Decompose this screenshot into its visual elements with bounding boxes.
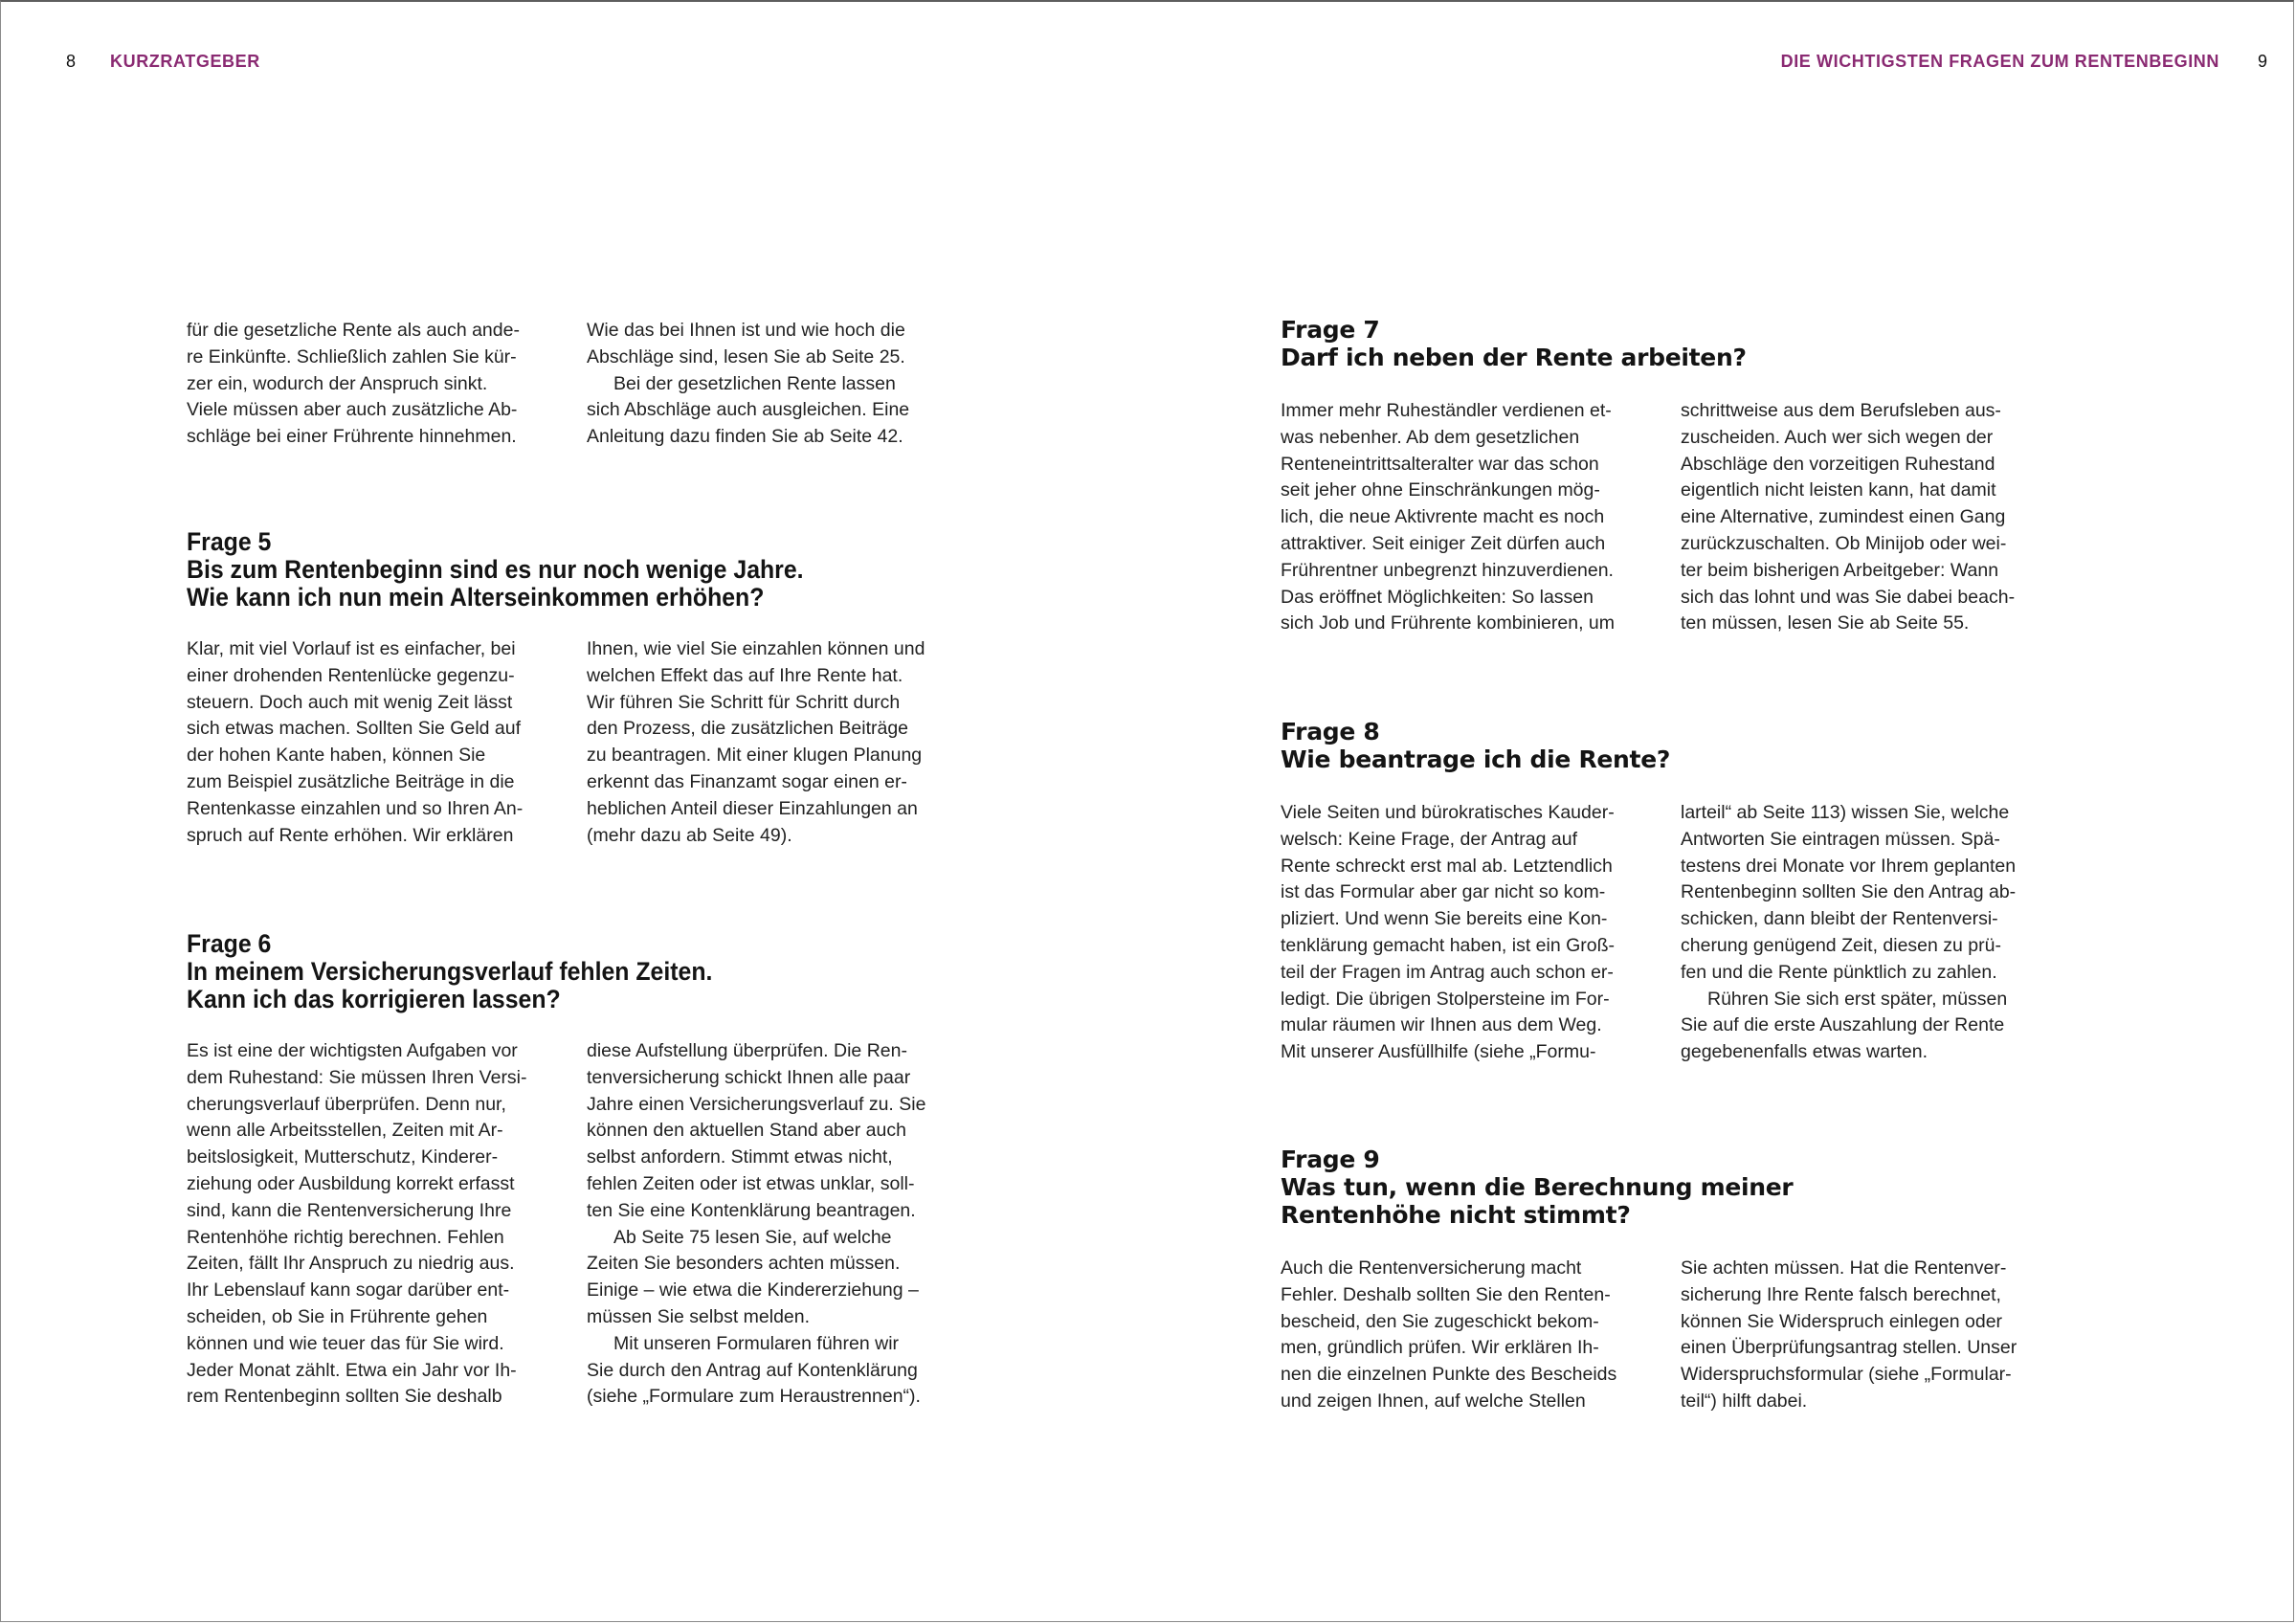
text-line: seit jeher ohne Einschränkungen mög- <box>1281 479 1600 501</box>
text-line: Rentenbeginn sollten Sie den Antrag ab- <box>1681 881 2017 903</box>
text-line: sich das lohnt und was Sie dabei beach- <box>1681 586 2016 608</box>
question-title: Wie beantrage ich die Rente? <box>1281 745 1671 773</box>
text-line: attraktiver. Seit einiger Zeit dürfen auch <box>1281 532 1606 554</box>
text-line: cherung genügend Zeit, diesen zu prü- <box>1681 934 2001 956</box>
text-line: zer ein, wodurch der Anspruch sinkt. <box>187 372 488 394</box>
text-line: einer drohenden Rentenlücke gegenzu- <box>187 664 515 686</box>
text-line: men, gründlich prüfen. Wir erklären Ih- <box>1281 1337 1599 1359</box>
page-number: 9 <box>2257 52 2267 71</box>
text-line: Antworten Sie eintragen müssen. Spä- <box>1681 828 2000 850</box>
text-line: Wie das bei Ihnen ist und wie hoch die <box>587 320 905 341</box>
text-line: ten Sie eine Kontenklärung beantragen. <box>587 1199 916 1221</box>
text-line: schläge bei einer Frührente hinnehmen. <box>187 426 517 448</box>
text-line: ledigt. Die übrigen Stolpersteine im For- <box>1281 988 1610 1010</box>
text-line: ter beim bisherigen Arbeitgeber: Wann <box>1681 559 1999 581</box>
text-column <box>1281 398 1681 637</box>
text-line: welchen Effekt das auf Ihre Rente hat. <box>587 664 903 686</box>
text-line: lich, die neue Aktivrente macht es noch <box>1281 506 1605 528</box>
text-line: Renteneintrittsalteralter war das schon <box>1281 453 1599 475</box>
text-line: testens drei Monate vor Ihrem geplanten <box>1681 855 2017 877</box>
text-line: Sie durch den Antrag auf Kontenklärung <box>587 1359 918 1381</box>
question-title: Darf ich neben der Rente arbeiten? <box>1281 344 1747 371</box>
text-line: re Einkünfte. Schließlich zahlen Sie kür- <box>187 345 517 367</box>
text-line: sicherung Ihre Rente falsch berechnet, <box>1681 1283 2001 1305</box>
right-page <box>1148 2 2296 1621</box>
text-line: den Prozess, die zusätzlichen Beiträge <box>587 718 909 740</box>
question-7-section <box>1281 316 2081 637</box>
text-line: Bei der gesetzlichen Rente lassen <box>613 372 896 394</box>
text-line: gegebenenfalls etwas warten. <box>1681 1041 1928 1063</box>
text-line: Ihr Lebenslauf kann sogar darüber ent- <box>187 1279 510 1301</box>
text-line: Sie auf die erste Auszahlung der Rente <box>1681 1014 2005 1036</box>
text-line: für die gesetzliche Rente als auch ande- <box>187 320 520 341</box>
question-5-section <box>187 528 987 849</box>
question-heading <box>1281 718 2081 773</box>
text-column <box>1281 800 1681 1066</box>
text-line: heblichen Anteil dieser Einzahlungen an <box>587 797 918 819</box>
text-line: larteil“ ab Seite 113) wissen Sie, welche <box>1681 802 2010 823</box>
question-heading <box>1281 1146 2081 1229</box>
text-line: cherungsverlauf überprüfen. Denn nur, <box>187 1093 506 1115</box>
text-line: Das eröffnet Möglichkeiten: So lassen <box>1281 586 1594 608</box>
text-line: Wir führen Sie Schritt für Schritt durch <box>587 691 901 713</box>
question-label: Frage 7 <box>1281 316 1380 344</box>
question-label: Frage 5 <box>187 527 272 556</box>
text-line: Anleitung dazu finden Sie ab Seite 42. <box>587 426 903 448</box>
text-line: Fehler. Deshalb sollten Sie den Renten- <box>1281 1283 1611 1305</box>
text-line: bescheid, den Sie zugeschickt bekom- <box>1281 1310 1599 1332</box>
text-line: ten müssen, lesen Sie ab Seite 55. <box>1681 612 1970 634</box>
running-head: DIE WICHTIGSTEN FRAGEN ZUM RENTENBEGINN <box>1780 52 2219 71</box>
text-line: welsch: Keine Frage, der Antrag auf <box>1281 828 1578 850</box>
text-column <box>1281 1256 1681 1415</box>
text-line: Zeiten Sie besonders achten müssen. <box>587 1253 901 1275</box>
text-column <box>187 1038 587 1411</box>
text-line: müssen Sie selbst melden. <box>587 1305 811 1327</box>
text-line: Rente schreckt erst mal ab. Letztendlich <box>1281 855 1613 877</box>
text-line: selbst anfordern. Stimmt etwas nicht, <box>587 1146 893 1168</box>
question-label: Frage 8 <box>1281 718 1380 745</box>
text-line: Frührentner unbegrenzt hinzuverdienen. <box>1281 559 1614 581</box>
question-8-section <box>1281 718 2081 1066</box>
text-line: schicken, dann bleibt der Rentenversi- <box>1681 908 1998 930</box>
text-line: was nebenher. Ab dem gesetzlichen <box>1281 426 1580 448</box>
text-line: Mit unseren Formularen führen wir <box>613 1332 900 1354</box>
text-column <box>1681 1256 2081 1415</box>
text-line: schrittweise aus dem Berufsleben aus- <box>1681 400 2001 421</box>
text-line: tenversicherung schickt Ihnen alle paar <box>587 1066 911 1088</box>
text-line: Rühren Sie sich erst später, müssen <box>1707 988 2008 1010</box>
text-line: (siehe „Formulare zum Heraustrennen“). <box>587 1386 921 1408</box>
text-line: Jahre einen Versicherungsverlauf zu. Sie <box>587 1093 926 1115</box>
text-column <box>587 1038 987 1411</box>
text-column <box>187 636 587 849</box>
text-line: Auch die Rentenversicherung macht <box>1281 1257 1582 1279</box>
text-line: Einige – wie etwa die Kindererziehung – <box>587 1279 919 1301</box>
text-column <box>187 318 587 451</box>
text-line: wenn alle Arbeitsstellen, Zeiten mit Ar- <box>187 1120 503 1142</box>
text-line: und zeigen Ihnen, auf welche Stellen <box>1281 1390 1586 1412</box>
question-heading <box>187 930 923 1013</box>
text-line: Jeder Monat zählt. Etwa ein Jahr vor Ih- <box>187 1359 517 1381</box>
text-column <box>1681 398 2081 637</box>
text-column <box>587 636 987 849</box>
question-label: Frage 6 <box>187 929 272 958</box>
text-line: Immer mehr Ruheständler verdienen et- <box>1281 400 1612 421</box>
text-line: sind, kann die Rentenversicherung Ihre <box>187 1199 512 1221</box>
text-line: ist das Formular aber gar nicht so kom- <box>1281 881 1606 903</box>
text-line: (mehr dazu ab Seite 49). <box>587 824 792 846</box>
text-line: einen Überprüfungsantrag stellen. Unser <box>1681 1337 2017 1359</box>
page-number: 8 <box>66 52 77 71</box>
text-line: Viele Seiten und bürokratisches Kauder- <box>1281 802 1615 823</box>
text-line: Es ist eine der wichtigsten Aufgaben vor <box>187 1040 518 1061</box>
text-line: Rentenkasse einzahlen und so Ihren An- <box>187 797 524 819</box>
text-line: fehlen Zeiten oder ist etwas unklar, soll- <box>587 1172 915 1194</box>
text-line: zurückzuschalten. Ob Minijob oder wei- <box>1681 532 2007 554</box>
text-line: Rentenhöhe richtig berechnen. Fehlen <box>187 1226 504 1248</box>
text-line: können Sie Widerspruch einlegen oder <box>1681 1310 2003 1332</box>
question-title: Kann ich das korrigieren lassen? <box>187 985 561 1013</box>
text-line: Viele müssen aber auch zusätzliche Ab- <box>187 399 518 421</box>
question-title: Wie kann ich nun mein Alterseinkommen erhöhen? <box>187 583 765 612</box>
text-line: Abschläge den vorzeitigen Ruhestand <box>1681 453 1995 475</box>
text-line: der hohen Kante haben, können Sie <box>187 745 486 767</box>
text-line: nen die einzelnen Punkte des Bescheids <box>1281 1364 1617 1386</box>
text-line: zuscheiden. Auch wer sich wegen der <box>1681 426 1994 448</box>
text-line: scheiden, ob Sie in Frührente gehen <box>187 1305 488 1327</box>
text-line: mular räumen wir Ihnen aus dem Weg. <box>1281 1014 1602 1036</box>
text-line: teil“) hilft dabei. <box>1681 1390 1808 1412</box>
text-line: Sie achten müssen. Hat die Rentenver- <box>1681 1257 2007 1279</box>
text-line: ziehung oder Ausbildung korrekt erfasst <box>187 1172 515 1194</box>
text-column <box>587 318 987 451</box>
question-title: Bis zum Rentenbeginn sind es nur noch wenige Jahre. <box>187 555 804 584</box>
text-line: steuern. Doch auch mit wenig Zeit lässt <box>187 691 513 713</box>
continuation-section <box>187 318 987 451</box>
text-line: sich Abschläge auch ausgleichen. Eine <box>587 399 910 421</box>
text-line: zu beantragen. Mit einer klugen Planung <box>587 745 923 767</box>
text-line: tenklärung gemacht haben, ist ein Groß- <box>1281 934 1616 956</box>
text-line: Abschläge sind, lesen Sie ab Seite 25. <box>587 345 905 367</box>
text-line: teil der Fragen im Antrag auch schon er- <box>1281 961 1614 983</box>
text-line: pliziert. Und wenn Sie bereits eine Kon- <box>1281 908 1608 930</box>
text-line: Mit unserer Ausfüllhilfe (siehe „Formu- <box>1281 1041 1596 1063</box>
text-line: fen und die Rente pünktlich zu zahlen. <box>1681 961 1997 983</box>
text-line: zum Beispiel zusätzliche Beiträge in die <box>187 770 515 792</box>
text-line: können den aktuellen Stand aber auch <box>587 1120 906 1142</box>
text-line: sich Job und Frührente kombinieren, um <box>1281 612 1616 634</box>
question-title: Rentenhöhe nicht stimmt? <box>1281 1201 1631 1229</box>
text-line: können und wie teuer das für Sie wird. <box>187 1332 504 1354</box>
question-title: In meinem Versicherungsverlauf fehlen Zeiten. <box>187 957 713 986</box>
text-line: dem Ruhestand: Sie müssen Ihren Versi- <box>187 1066 527 1088</box>
text-line: eigentlich nicht leisten kann, hat damit <box>1681 479 1996 501</box>
text-line: erkennt das Finanzamt sogar einen er- <box>587 770 907 792</box>
question-title: Was tun, wenn die Berechnung meiner <box>1281 1173 1794 1201</box>
left-page <box>1 2 1148 1621</box>
question-6-section <box>187 930 987 1411</box>
question-heading <box>1281 316 2081 371</box>
text-line: Ab Seite 75 lesen Sie, auf welche <box>613 1226 892 1248</box>
text-line: beitslosigkeit, Mutterschutz, Kinderer- <box>187 1146 499 1168</box>
text-line: Ihnen, wie viel Sie einzahlen können und <box>587 638 925 659</box>
question-label: Frage 9 <box>1281 1146 1380 1173</box>
text-line: eine Alternative, zumindest einen Gang <box>1681 506 2006 528</box>
text-line: sich etwas machen. Sollten Sie Geld auf <box>187 718 522 740</box>
text-column <box>1681 800 2081 1066</box>
text-line: diese Aufstellung überprüfen. Die Ren- <box>587 1040 907 1061</box>
text-line: Zeiten, fällt Ihr Anspruch zu niedrig aus. <box>187 1253 515 1275</box>
text-line: rem Rentenbeginn sollten Sie deshalb <box>187 1386 502 1408</box>
text-line: spruch auf Rente erhöhen. Wir erklären <box>187 824 514 846</box>
running-head: KURZRATGEBER <box>110 52 260 71</box>
question-9-section <box>1281 1146 2081 1415</box>
question-heading <box>187 528 923 612</box>
text-line: Klar, mit viel Vorlauf ist es einfacher, bei <box>187 638 516 659</box>
text-line: Widerspruchsformular (siehe „Formular- <box>1681 1364 2012 1386</box>
